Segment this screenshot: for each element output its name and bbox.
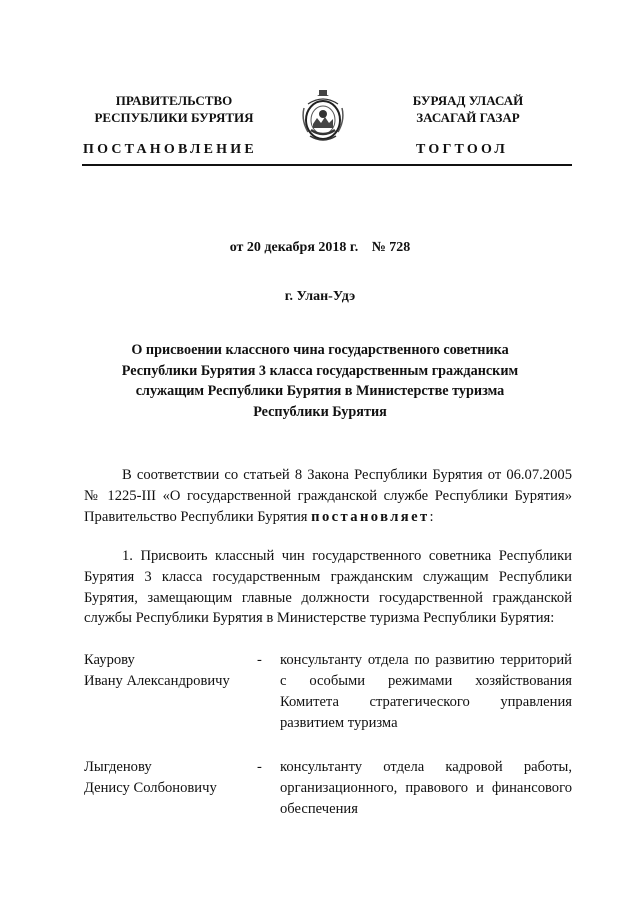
coat-of-arms-icon — [298, 86, 348, 146]
preamble-end: : — [429, 508, 434, 525]
doc-title — [100, 340, 540, 422]
title-line4: Республики Бурятия — [253, 403, 387, 420]
header-right — [378, 92, 558, 126]
header-left-line2: РЕСПУБЛИКИ БУРЯТИЯ — [94, 110, 254, 125]
doc-kind-right: ТОГТООЛ — [416, 142, 509, 157]
entry-given-name: Ивану Александровичу — [84, 673, 230, 689]
paragraph-item-1: 1. Присвоить классный чин государственного советника Республики Бурятия 3 класса государственным гражданским служащим Республики Бурятия, замещающим главные должности государственной гражданской службы Республики Бурятия в Министерстве туризма Республики Бурятия: — [84, 548, 572, 627]
title-line2: Республики Бурятия 3 класса государственным гражданским — [121, 362, 519, 379]
entry-dash: - — [257, 759, 262, 775]
entry-position: консультанту отдела кадровой работы, организационного, правового и финансового обеспечения — [280, 759, 572, 817]
header-divider — [82, 164, 572, 166]
doc-kind-left: ПОСТАНОВЛЕНИЕ — [83, 142, 257, 157]
header-right-line2: ЗАСАГАЙ ГАЗАР — [416, 110, 520, 125]
header-left-line1: ПРАВИТЕЛЬСТВО — [115, 93, 233, 108]
title-line1: О присвоении классного чина государственного советника — [131, 342, 509, 358]
entry-given-name: Денису Солбоновичу — [84, 780, 217, 796]
paragraph-preamble — [84, 465, 572, 527]
entry-position: консультанту отдела по развитию территорий с особыми режимами хозяйствования Комитета стратегического управления развитием туризма — [280, 652, 572, 731]
entry-dash: - — [257, 652, 262, 668]
header-right-line1: БУРЯАД УЛАСАЙ — [412, 93, 524, 108]
entry-name — [84, 757, 254, 799]
preamble-verb: постановляет — [311, 508, 430, 525]
doc-date-line — [0, 240, 640, 256]
header-left — [70, 92, 278, 126]
entry-name — [84, 650, 254, 692]
entry-surname: Каурову — [84, 652, 135, 668]
doc-date: от 20 декабря 2018 г. — [229, 240, 359, 255]
entry-surname: Лыгденову — [84, 759, 152, 775]
preamble-text: В соответствии со статьей 8 Закона Республики Бурятия от 06.07.2005 № 1225-III «О государственной гражданской службе Республики Бурятия» Правительство Республики Бурятия — [84, 467, 572, 525]
doc-number: № 728 — [371, 240, 411, 255]
doc-city: г. Улан-Удэ — [284, 289, 356, 304]
title-line3: служащим Республики Бурятия в Министерстве туризма — [135, 383, 505, 399]
